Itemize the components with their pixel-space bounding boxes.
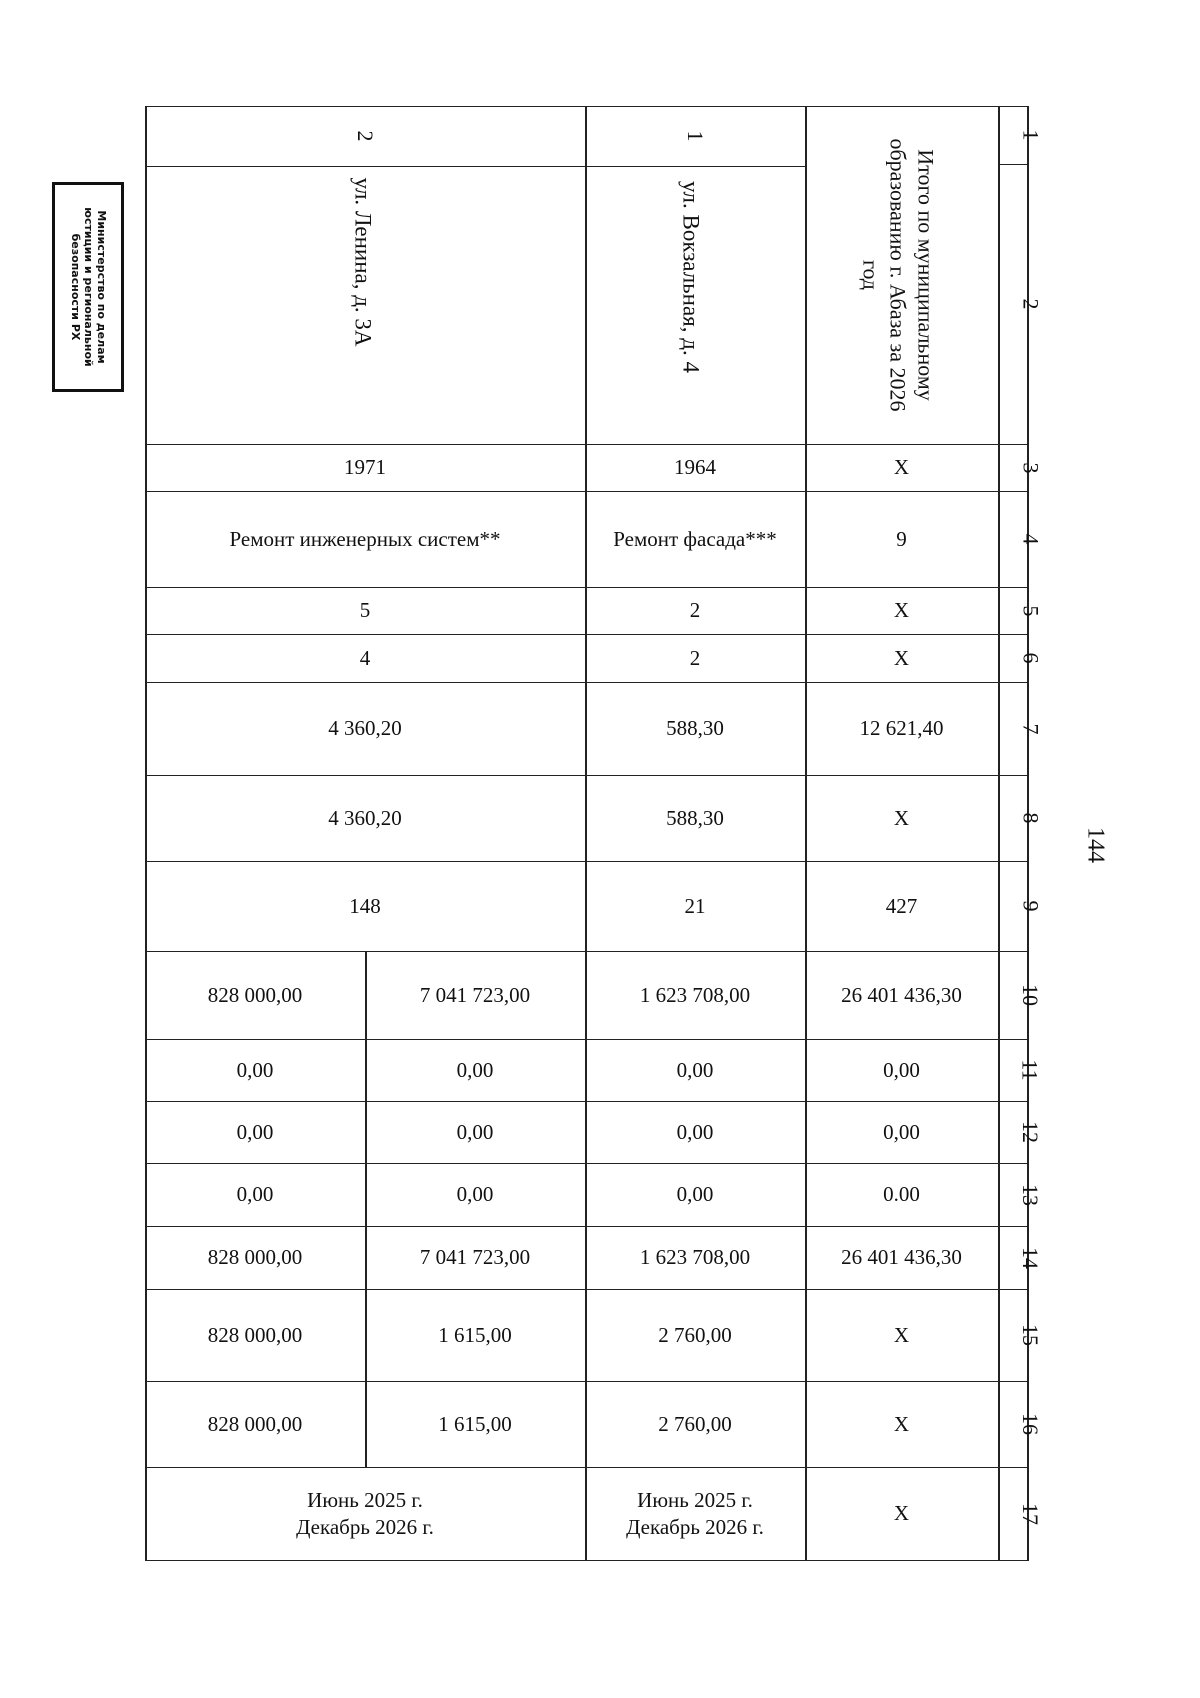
total-header: Итого по муниципальному образованию г. Абаза за 2026 год	[858, 138, 939, 412]
r12-building1: 0,00	[676, 1119, 714, 1144]
col-number-8: 8	[1018, 812, 1043, 824]
r5-building1: 2	[689, 598, 701, 623]
row-number-1: 1	[682, 130, 708, 142]
r12-building2-a: 0,00	[236, 1119, 274, 1144]
r14-building2-a: 828 000,00	[207, 1245, 303, 1270]
col-number-10: 10	[1018, 984, 1043, 1006]
r17-building2	[145, 1467, 585, 1560]
r6-total: Х	[893, 645, 910, 670]
r16-total: Х	[893, 1411, 910, 1436]
r7-total: 12 621,40	[859, 716, 944, 741]
r5-total: Х	[893, 598, 910, 623]
r8-building1: 588,30	[666, 805, 724, 830]
r11-building1: 0,00	[676, 1057, 714, 1082]
r13-building2-a: 0,00	[236, 1182, 274, 1207]
col-number-17: 17	[1018, 1502, 1043, 1525]
r15-building2-b: 1 615,00	[438, 1322, 512, 1347]
r9-building2: 148	[349, 893, 381, 918]
r17-building1-line2: Декабрь 2026 г.	[626, 1514, 764, 1539]
row-number-2: 2	[352, 130, 378, 142]
col-number-3: 3	[1018, 462, 1043, 473]
address-vokzalnaya: ул. Вокзальная, д. 4	[678, 181, 704, 373]
r13-building1: 0,00	[676, 1182, 714, 1207]
r10-building2-a: 828 000,00	[207, 982, 303, 1007]
r7-building2: 4 360,20	[328, 716, 402, 741]
table-divider-total-num	[998, 106, 1000, 1561]
table-border-bottom	[145, 1560, 1027, 1561]
r6-building2: 4	[359, 645, 371, 670]
r15-building1: 2 760,00	[658, 1322, 732, 1347]
r10-building2-b: 7 041 723,00	[419, 982, 531, 1007]
r12-total: 0,00	[883, 1119, 920, 1144]
table-border-top	[145, 106, 1027, 107]
r6-building1: 2	[689, 645, 701, 670]
r17-total: Х	[893, 1501, 910, 1526]
r9-building1: 21	[684, 893, 706, 918]
work-building2: Ремонт инженерных систем**	[229, 526, 501, 551]
stamp-text	[68, 187, 108, 387]
col-number-9: 9	[1018, 900, 1043, 912]
r14-building1: 1 623 708,00	[639, 1245, 751, 1270]
r13-building2-b: 0,00	[456, 1182, 494, 1207]
r14-building2-b: 7 041 723,00	[419, 1245, 531, 1270]
r7-building1: 588,30	[666, 716, 724, 741]
address-lenina: ул. Ленина, д. 3А	[350, 177, 376, 347]
r15-building2-a: 828 000,00	[207, 1322, 303, 1347]
col-number-6: 6	[1018, 652, 1043, 664]
r12-building2-b: 0,00	[456, 1119, 494, 1144]
r10-building1: 1 623 708,00	[639, 982, 751, 1007]
stamp-line-2: юстиции и региональной	[81, 207, 95, 367]
r16-building2-b: 1 615,00	[438, 1411, 512, 1436]
page-number: 144	[1082, 827, 1109, 863]
r11-building2-b: 0,00	[456, 1057, 494, 1082]
col-number-4: 4	[1018, 533, 1043, 545]
work-total: 9	[896, 526, 907, 551]
r11-total: 0,00	[883, 1057, 920, 1082]
r17-building1	[585, 1467, 805, 1560]
r17-building2-line2: Декабрь 2026 г.	[296, 1514, 434, 1539]
row-number-divider	[145, 166, 805, 167]
r8-building2: 4 360,20	[328, 805, 402, 830]
col-number-14: 14	[1018, 1246, 1043, 1269]
col-number-7: 7	[1018, 723, 1043, 734]
col-number-12: 12	[1018, 1121, 1043, 1143]
stamp-line-3: безопасности РХ	[68, 233, 82, 341]
col-number-16: 16	[1018, 1413, 1043, 1435]
year-total: Х	[893, 455, 910, 480]
r9-total: 427	[885, 893, 918, 918]
r16-building1: 2 760,00	[658, 1411, 732, 1436]
col-number-5: 5	[1018, 605, 1043, 616]
col-number-13: 13	[1018, 1183, 1043, 1206]
r13-total: 0.00	[883, 1182, 920, 1207]
year-building1: 1964	[674, 455, 716, 480]
r11-building2-a: 0,00	[236, 1057, 274, 1082]
work-building1: Ремонт фасада***	[613, 526, 777, 551]
r10-total: 26 401 436,30	[841, 982, 962, 1007]
r16-building2-a: 828 000,00	[207, 1411, 303, 1436]
col-number-11: 11	[1018, 1059, 1043, 1081]
r17-building2-line1: Июнь 2025 г.	[307, 1488, 423, 1513]
year-building2: 1971	[344, 455, 386, 480]
r15-total: Х	[893, 1322, 910, 1347]
ministry-stamp	[52, 182, 124, 392]
r14-total: 26 401 436,30	[841, 1245, 962, 1270]
col-number-1: 1	[1018, 129, 1043, 141]
col-number-15: 15	[1018, 1324, 1043, 1346]
stamp-line-1: Министерство по делам	[94, 210, 108, 364]
r8-total: Х	[893, 805, 910, 830]
r17-building1-line1: Июнь 2025 г.	[637, 1488, 753, 1513]
r5-building2: 5	[359, 598, 371, 623]
col-number-2: 2	[1018, 298, 1043, 310]
